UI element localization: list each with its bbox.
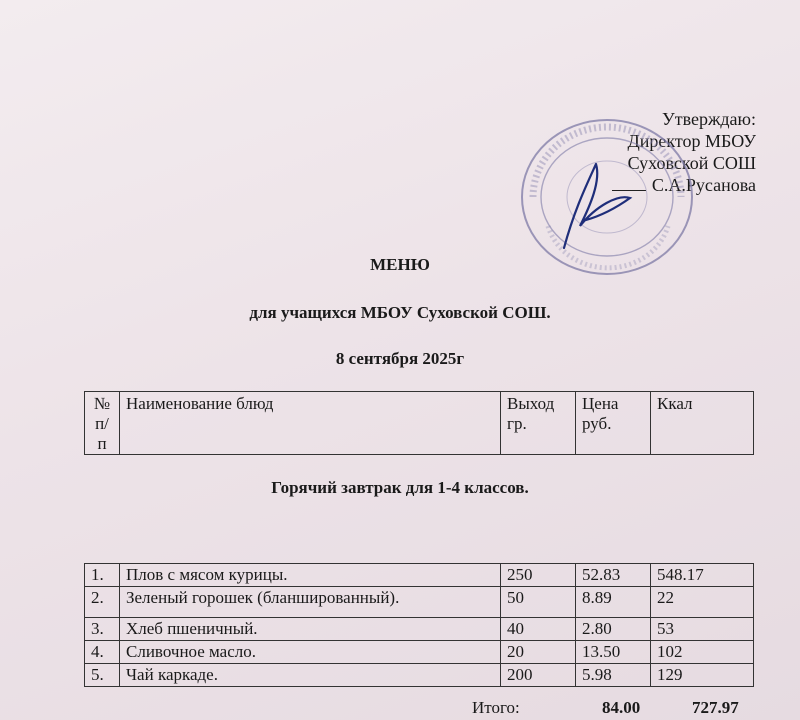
- item-name: Хлеб пшеничный.: [120, 618, 501, 641]
- approval-line-2: Директор МБОУ: [627, 131, 756, 151]
- item-weight: 250: [501, 564, 576, 587]
- menu-header-table: [84, 391, 754, 455]
- item-num: 1.: [85, 564, 120, 587]
- item-weight: 40: [501, 618, 576, 641]
- menu-date: 8 сентября 2025г: [335, 349, 465, 368]
- table-row: [85, 641, 754, 664]
- item-price: 8.89: [576, 587, 651, 618]
- item-name: Зеленый горошек (бланшированный).: [120, 587, 501, 618]
- item-num: 2.: [85, 587, 120, 618]
- approval-line-3: Суховской СОШ: [627, 153, 756, 173]
- item-name: Плов с мясом курицы.: [120, 564, 501, 587]
- item-kcal: 129: [651, 664, 754, 687]
- col-price: Цена руб.: [576, 392, 651, 455]
- item-price: 5.98: [576, 664, 651, 687]
- director-signature: [556, 156, 636, 256]
- item-weight: 50: [501, 587, 576, 618]
- col-weight: Выход гр.: [501, 392, 576, 455]
- total-kcal: 727.97: [692, 698, 739, 717]
- director-name: С.А.Русанова: [651, 175, 756, 195]
- item-kcal: 22: [651, 587, 754, 618]
- item-kcal: 102: [651, 641, 754, 664]
- total-label: Итого:: [472, 698, 520, 717]
- table-row: [85, 664, 754, 687]
- col-kcal: Ккал: [651, 392, 754, 455]
- item-weight: 20: [501, 641, 576, 664]
- item-num: 4.: [85, 641, 120, 664]
- item-num: 3.: [85, 618, 120, 641]
- section-title: Горячий завтрак для 1-4 классов.: [271, 478, 529, 497]
- page-subtitle: для учащихся МБОУ Суховской СОШ.: [249, 303, 551, 322]
- col-num: № п/п: [85, 392, 120, 455]
- total-row: [84, 696, 754, 720]
- item-price: 13.50: [576, 641, 651, 664]
- item-num: 5.: [85, 664, 120, 687]
- table-row: [85, 587, 754, 618]
- item-name: Сливочное масло.: [120, 641, 501, 664]
- item-price: 2.80: [576, 618, 651, 641]
- header-row: [85, 392, 754, 455]
- col-name: Наименование блюд: [120, 392, 501, 455]
- table-row: [85, 618, 754, 641]
- page-title: МЕНЮ: [370, 255, 430, 274]
- item-kcal: 548.17: [651, 564, 754, 587]
- menu-items-table: [84, 563, 754, 687]
- item-price: 52.83: [576, 564, 651, 587]
- item-kcal: 53: [651, 618, 754, 641]
- total-price: 84.00: [602, 698, 641, 717]
- item-name: Чай каркаде.: [120, 664, 501, 687]
- table-row: [85, 564, 754, 587]
- item-weight: 200: [501, 664, 576, 687]
- approval-line-1: Утверждаю:: [661, 109, 756, 129]
